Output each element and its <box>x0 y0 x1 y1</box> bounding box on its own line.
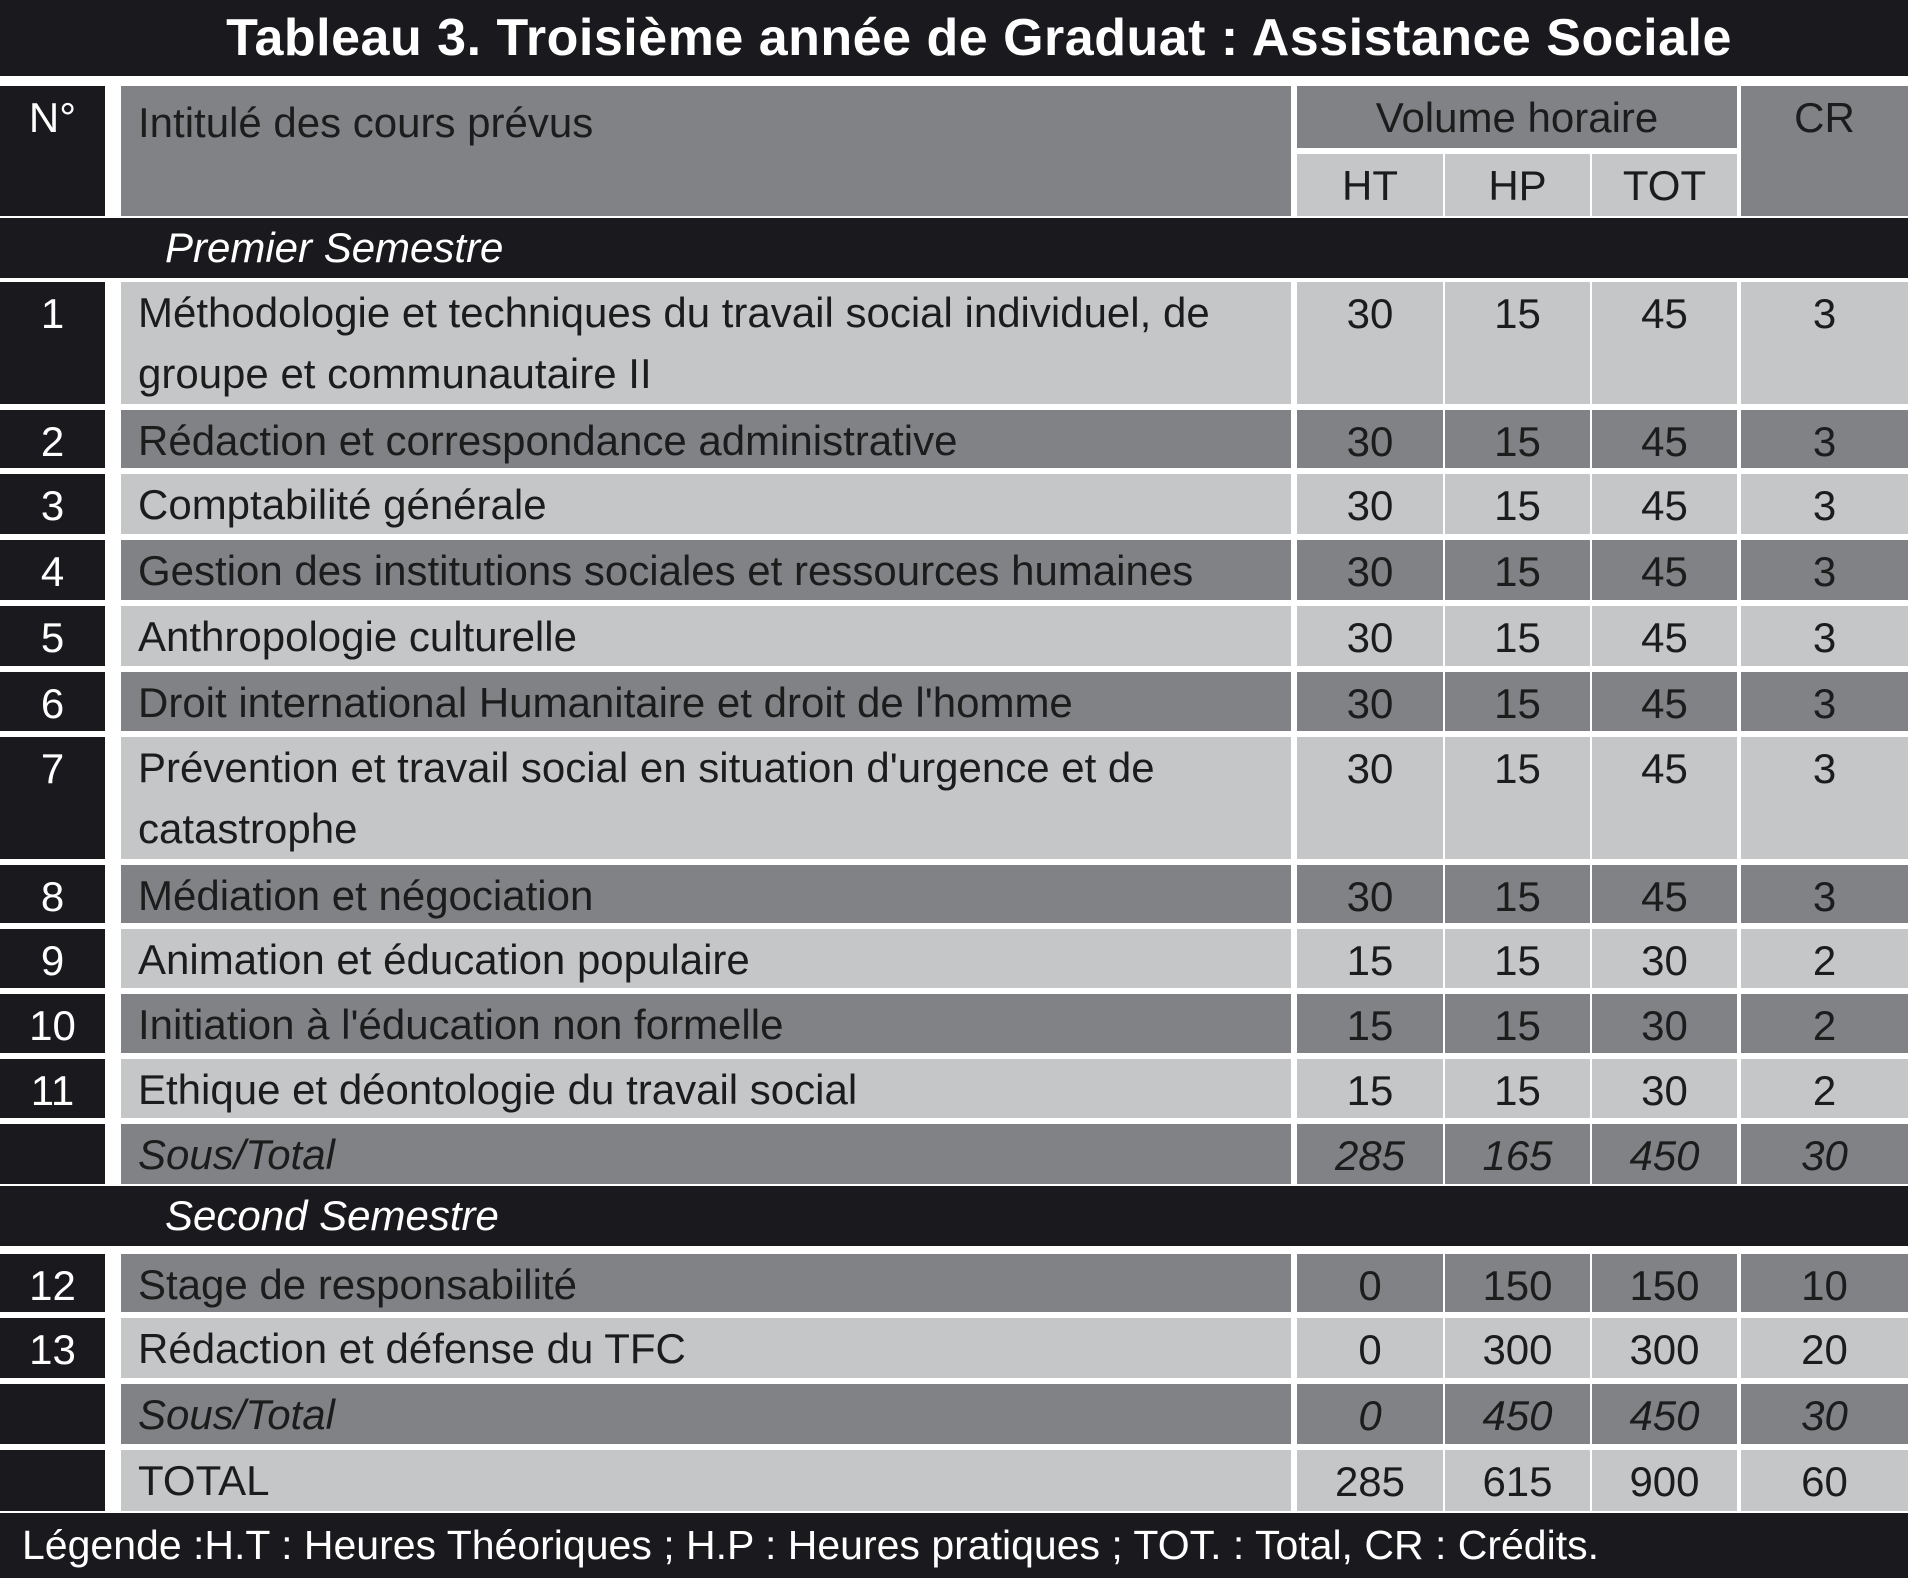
cell-tot: 450 <box>1592 1384 1737 1444</box>
cell-title: Sous/Total <box>121 1384 1291 1444</box>
cell-ht: 30 <box>1297 737 1443 859</box>
cell-hp: 150 <box>1445 1254 1590 1312</box>
cell-cr: 60 <box>1741 1450 1908 1511</box>
cell-n: 4 <box>0 540 105 600</box>
cell-n <box>0 1384 105 1444</box>
cell-cr: 2 <box>1741 1059 1908 1118</box>
cell-ht: 0 <box>1297 1318 1443 1378</box>
cell-n: 10 <box>0 994 105 1053</box>
cell-title: Initiation à l'éducation non formelle <box>121 994 1291 1053</box>
cell-tot: 45 <box>1592 474 1737 534</box>
cell-cr: 3 <box>1741 540 1908 600</box>
cell-n: 12 <box>0 1254 105 1312</box>
cell-tot: 45 <box>1592 540 1737 600</box>
header-course: Intitulé des cours prévus <box>121 86 1291 216</box>
cell-title: Droit international Humanitaire et droit de l'homme <box>121 672 1291 731</box>
cell-n: 11 <box>0 1059 105 1118</box>
cell-hp: 15 <box>1445 410 1590 468</box>
cell-cr: 10 <box>1741 1254 1908 1312</box>
cell-cr: 30 <box>1741 1384 1908 1444</box>
cell-ht: 30 <box>1297 672 1443 731</box>
cell-ht: 30 <box>1297 410 1443 468</box>
cell-hp: 15 <box>1445 994 1590 1053</box>
cell-cr: 3 <box>1741 282 1908 404</box>
cell-ht: 285 <box>1297 1450 1443 1511</box>
cell-ht: 15 <box>1297 994 1443 1053</box>
cell-cr: 3 <box>1741 606 1908 666</box>
cell-hp: 450 <box>1445 1384 1590 1444</box>
cell-n <box>0 1450 105 1511</box>
cell-hp: 15 <box>1445 540 1590 600</box>
table-title: Tableau 3. Troisième année de Graduat : Assistance Sociale <box>0 0 1908 76</box>
cell-n <box>0 1124 105 1184</box>
cell-cr: 3 <box>1741 410 1908 468</box>
cell-ht: 30 <box>1297 540 1443 600</box>
legend: Légende :H.T : Heures Théoriques ; H.P : Heures pratiques ; TOT. : Total, CR : Crédits. <box>0 1513 1908 1578</box>
cell-cr: 3 <box>1741 474 1908 534</box>
cell-tot: 45 <box>1592 282 1737 404</box>
header-num: N° <box>0 86 105 216</box>
cell-title: Ethique et déontologie du travail social <box>121 1059 1291 1118</box>
cell-cr: 3 <box>1741 865 1908 923</box>
header-volume: Volume horaire <box>1297 86 1737 148</box>
cell-hp: 15 <box>1445 672 1590 731</box>
cell-tot: 30 <box>1592 994 1737 1053</box>
cell-cr: 2 <box>1741 994 1908 1053</box>
cell-hp: 15 <box>1445 865 1590 923</box>
cell-title: Comptabilité générale <box>121 474 1291 534</box>
cell-n: 3 <box>0 474 105 534</box>
cell-cr: 30 <box>1741 1124 1908 1184</box>
cell-tot: 150 <box>1592 1254 1737 1312</box>
header-ht: HT <box>1297 154 1443 216</box>
cell-hp: 15 <box>1445 929 1590 988</box>
header-cr: CR <box>1741 86 1908 216</box>
cell-tot: 45 <box>1592 672 1737 731</box>
cell-n: 7 <box>0 737 105 859</box>
cell-hp: 615 <box>1445 1450 1590 1511</box>
cell-ht: 0 <box>1297 1384 1443 1444</box>
cell-hp: 300 <box>1445 1318 1590 1378</box>
cell-ht: 30 <box>1297 474 1443 534</box>
cell-tot: 45 <box>1592 737 1737 859</box>
cell-title: TOTAL <box>121 1450 1291 1511</box>
cell-ht: 30 <box>1297 606 1443 666</box>
cell-tot: 300 <box>1592 1318 1737 1378</box>
cell-tot: 45 <box>1592 865 1737 923</box>
cell-title: Rédaction et correspondance administrative <box>121 410 1291 468</box>
cell-cr: 3 <box>1741 737 1908 859</box>
semester2-label: Second Semestre <box>0 1186 1908 1246</box>
cell-n: 2 <box>0 410 105 468</box>
cell-hp: 15 <box>1445 474 1590 534</box>
cell-n: 9 <box>0 929 105 988</box>
cell-n: 6 <box>0 672 105 731</box>
cell-ht: 30 <box>1297 282 1443 404</box>
cell-hp: 15 <box>1445 282 1590 404</box>
cell-n: 1 <box>0 282 105 404</box>
cell-ht: 15 <box>1297 1059 1443 1118</box>
header-hp: HP <box>1445 154 1590 216</box>
cell-ht: 30 <box>1297 865 1443 923</box>
cell-n: 13 <box>0 1318 105 1378</box>
cell-title: Prévention et travail social en situation d'urgence et de catastrophe <box>121 737 1291 859</box>
cell-title: Rédaction et défense du TFC <box>121 1318 1291 1378</box>
cell-title: Stage de responsabilité <box>121 1254 1291 1312</box>
cell-ht: 0 <box>1297 1254 1443 1312</box>
cell-cr: 3 <box>1741 672 1908 731</box>
cell-tot: 30 <box>1592 1059 1737 1118</box>
cell-ht: 15 <box>1297 929 1443 988</box>
cell-tot: 45 <box>1592 410 1737 468</box>
cell-title: Médiation et négociation <box>121 865 1291 923</box>
cell-n: 5 <box>0 606 105 666</box>
cell-cr: 20 <box>1741 1318 1908 1378</box>
cell-title: Gestion des institutions sociales et ressources humaines <box>121 540 1291 600</box>
cell-cr: 2 <box>1741 929 1908 988</box>
cell-tot: 30 <box>1592 929 1737 988</box>
cell-title: Sous/Total <box>121 1124 1291 1184</box>
cell-hp: 15 <box>1445 606 1590 666</box>
cell-tot: 45 <box>1592 606 1737 666</box>
cell-title: Méthodologie et techniques du travail social individuel, de groupe et communautaire II <box>121 282 1291 404</box>
cell-hp: 165 <box>1445 1124 1590 1184</box>
cell-tot: 900 <box>1592 1450 1737 1511</box>
cell-title: Animation et éducation populaire <box>121 929 1291 988</box>
cell-tot: 450 <box>1592 1124 1737 1184</box>
semester1-label: Premier Semestre <box>0 218 1908 278</box>
cell-hp: 15 <box>1445 737 1590 859</box>
cell-title: Anthropologie culturelle <box>121 606 1291 666</box>
header-tot: TOT <box>1592 154 1737 216</box>
cell-n: 8 <box>0 865 105 923</box>
cell-hp: 15 <box>1445 1059 1590 1118</box>
cell-ht: 285 <box>1297 1124 1443 1184</box>
